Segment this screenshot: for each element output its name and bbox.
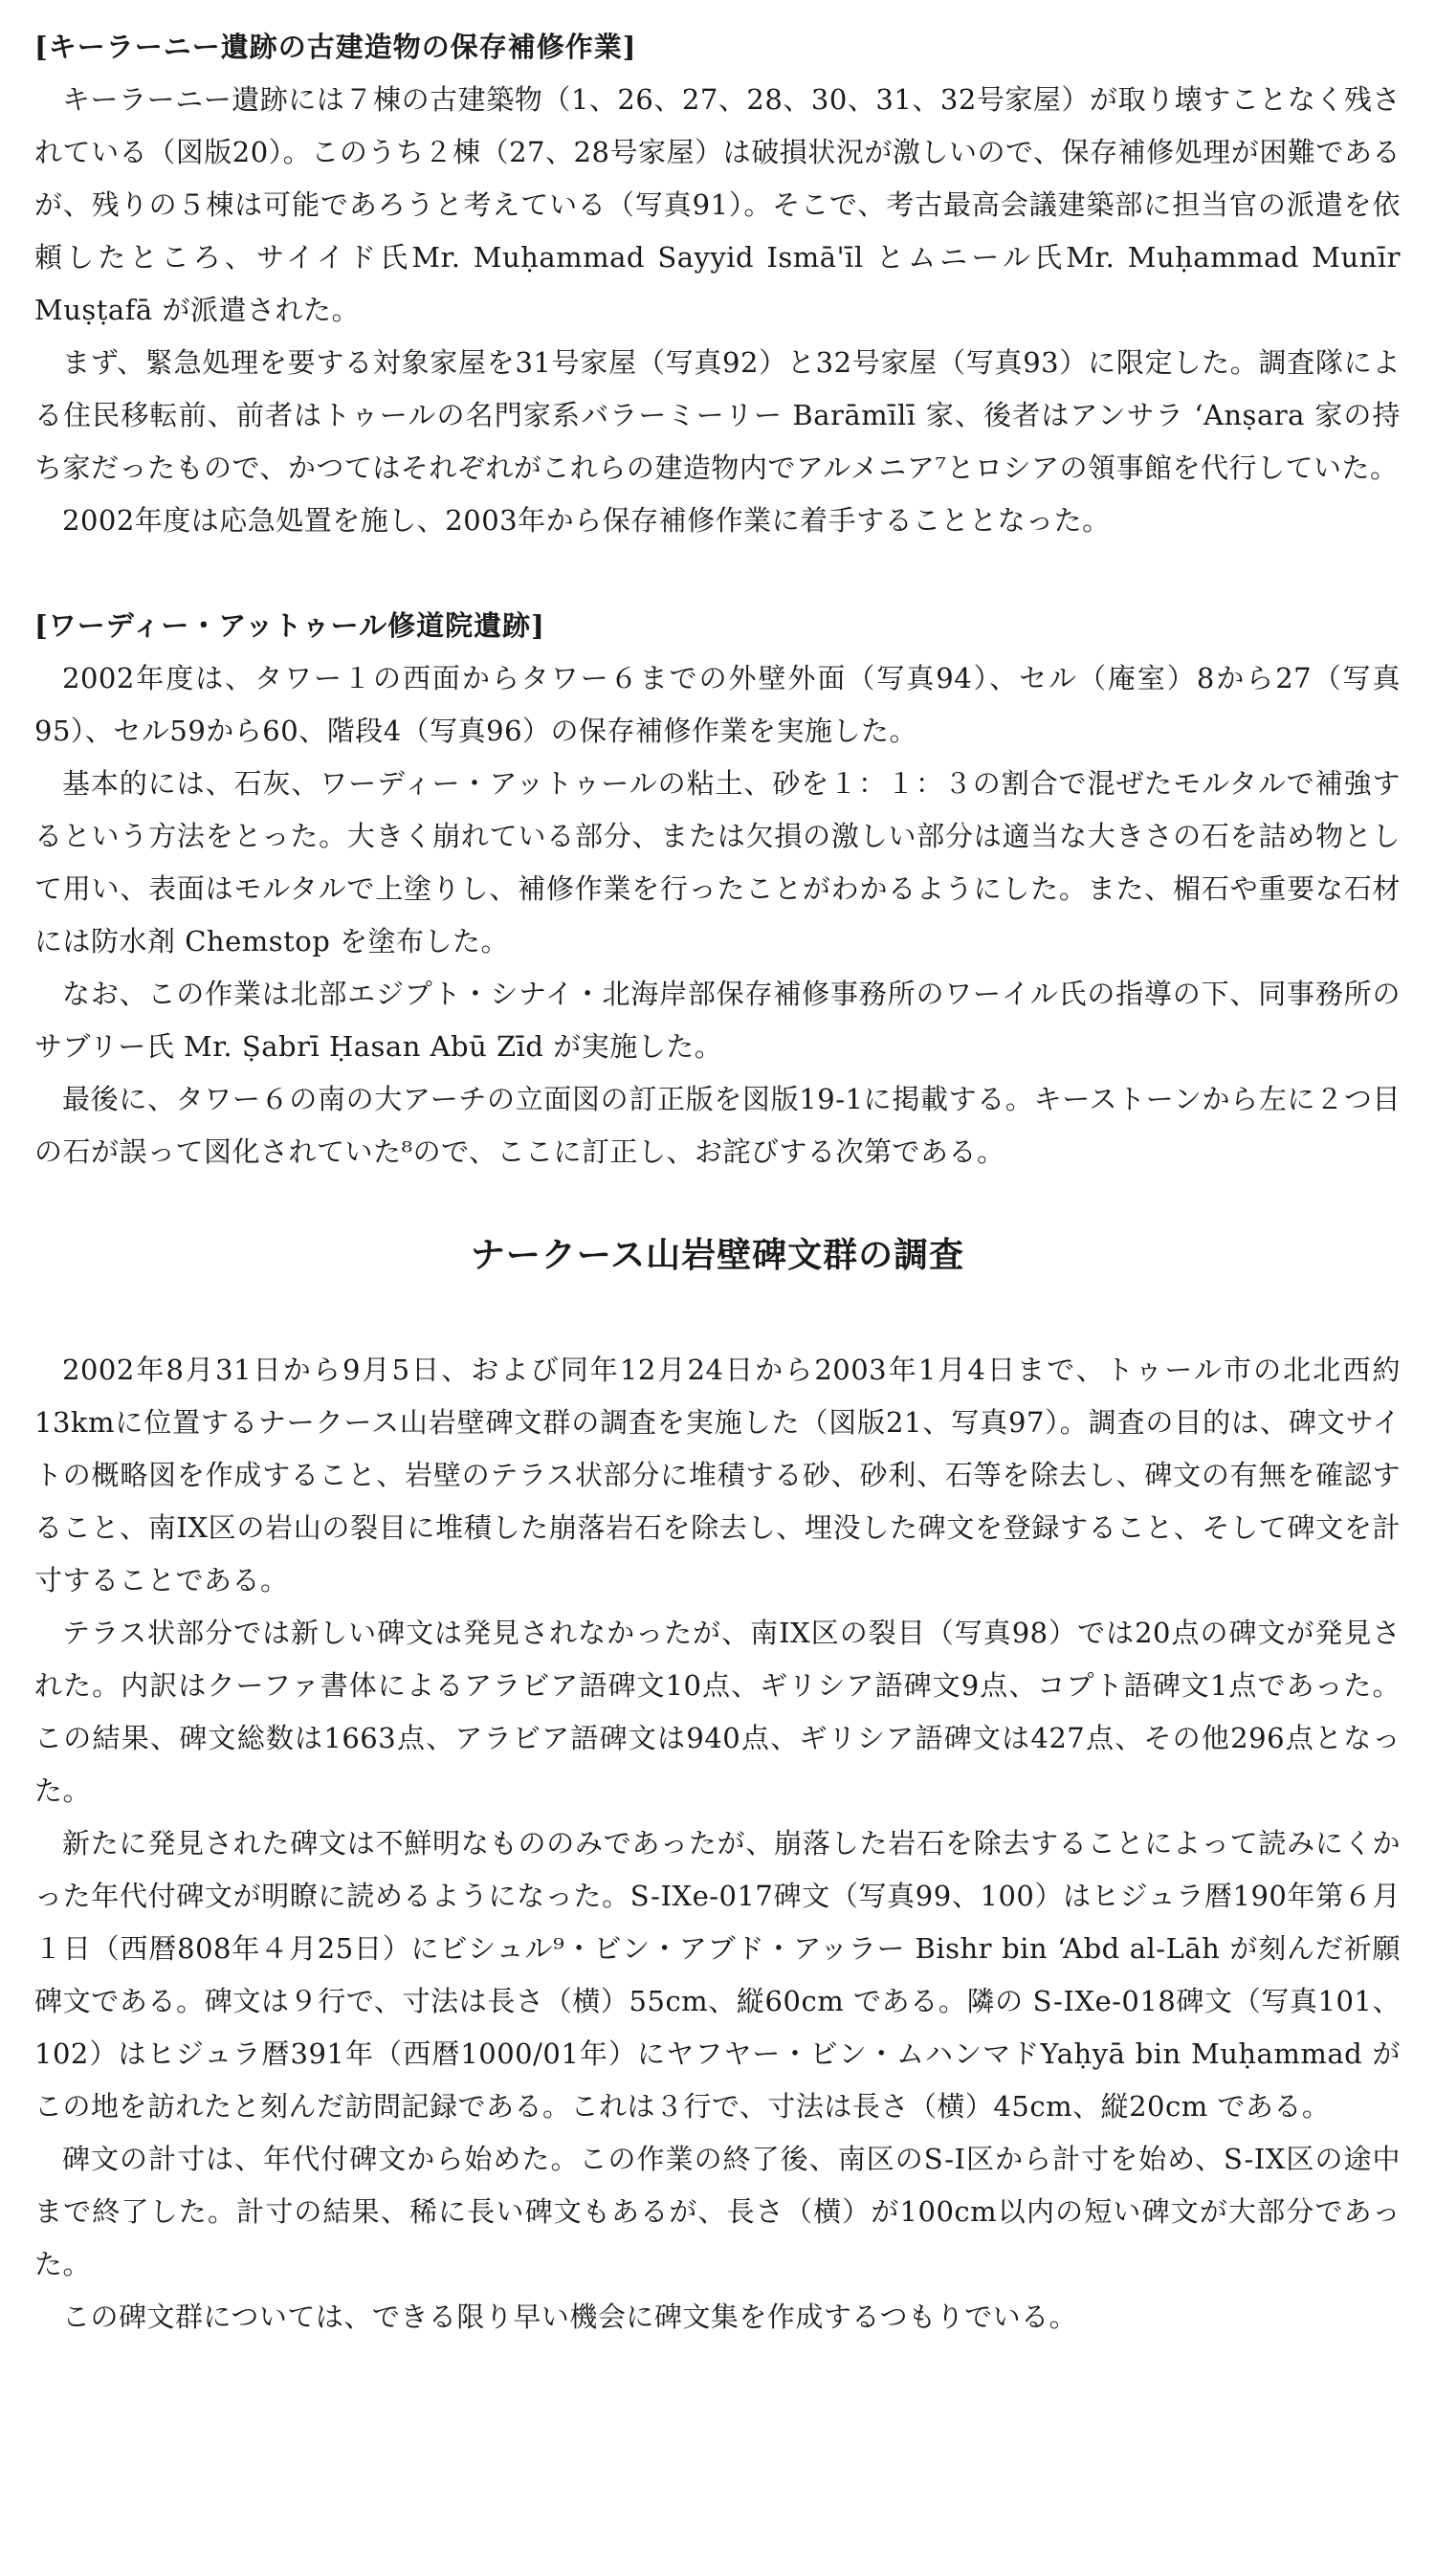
section-heading-wadi-tur: [ワーディー・アットゥール修道院遺跡]	[34, 609, 545, 642]
paragraph: 新たに発見された碑文は不鮮明なもののみであったが、崩落した岩石を除去することによって読みにくかった年代付碑文が明瞭に読めるようになった。S-IXe-017碑文（写真99、100）はヒジュラ暦190年第６月１日（西暦808年４月25日）にビシュル⁹・ビン・アブド・アッラー Bishr bin ʻAbd al-Lāh が刻んだ祈願碑文である。碑文は９行で、寸法は長さ（横）55cm、縦60cm である。隣の S-IXe-018碑文（写真101、102）はヒジュラ暦391年（西暦1000/01年）にヤフヤー・ビン・ムハンマドYaḥyā bin Muḥammad がこの地を訪れたと刻んだ訪問記録である。これは３行で、寸法は長さ（横）45cm、縦20cm である。	[34, 1827, 1401, 2123]
paragraph: 基本的には、石灰、ワーディー・アットゥールの粘土、砂を１：１：３の割合で混ぜたモルタルで補強するという方法をとった。大きく崩れている部分、または欠損の激しい部分は適当な大きさの石を詰め物として用い、表面はモルタルで上塗りし、補修作業を行ったことがわかるようにした。また、楣石や重要な石材には防水剤 Chemstop を塗布した。	[34, 767, 1402, 958]
paragraph: テラス状部分では新しい碑文は発見されなかったが、南IX区の裂目（写真98）では20点の碑文が発見された。内訳はクーファ書体によるアラビア語碑文10点、ギリシア語碑文9点、コプト語碑文1点であった。この結果、碑文総数は1663点、アラビア語碑文は940点、ギリシア語碑文は427点、その他296点となった。	[34, 1617, 1401, 1807]
paragraph: まず、緊急処理を要する対象家屋を31号家屋（写真92）と32号家屋（写真93）に限定した。調査隊による住民移転前、前者はトゥールの名門家系バラーミーリー Barāmīlī 家、後者はアンサラ ʻAnṣara 家の持ち家だったもので、かつてはそれぞれがこれらの建造物内でアルメニア⁷とロシアの領事館を代行していた。	[34, 346, 1401, 484]
section-heading-kilani: [キーラーニー遺跡の古建造物の保存補修作業]	[34, 31, 637, 63]
paragraph: 最後に、タワー６の南の大アーチの立面図の訂正版を図版19-1に掲載する。キーストーンから左に２つ目の石が誤って図化されていた⁸ので、ここに訂正し、お詫びする次第である。	[34, 1083, 1401, 1168]
spacer	[34, 547, 1401, 600]
paragraph: キーラーニー遺跡には７棟の古建築物（1、26、27、28、30、31、32号家屋）が取り壊すことなく残されている（図版20）。このうち２棟（27、28号家屋）は破損状況が激しいので、保存補修処理が困難であるが、残りの５棟は可能であろうと考えている（写真91）。そこで、考古最高会議建築部に担当官の派遣を依頼したところ、サイイド氏Mr. Muḥammad Sayyid Ismā'īl とムニール氏Mr. Muḥammad Munīr Muṣṭafā が派遣された。	[34, 83, 1401, 326]
spacer	[34, 1178, 1401, 1222]
chapter-title: ナークース山岩壁碑文群の調査	[470, 1235, 965, 1275]
paragraph: 2002年8月31日から9月5日、および同年12月24日から2003年1月4日まで、トゥール市の北北西約13kmに位置するナークース山岩壁碑文群の調査を実施した（図版21、写真97）。調査の目的は、碑文サイトの概略図を作成すること、岩壁のテラス状部分に堆積する砂、砂利、石等を除去し、碑文の有無を確認すること、南IX区の岩山の裂目に堆積した崩落岩石を除去し、埋没した碑文を登録すること、そして碑文を計寸することである。	[34, 1354, 1401, 1596]
spacer	[34, 1288, 1401, 1344]
paragraph: 碑文の計寸は、年代付碑文から始めた。この作業の終了後、南区のS-I区から計寸を始め、S-IX区の途中まで終了した。計寸の結果、稀に長い碑文もあるが、長さ（横）が100cm以内の短い碑文が大部分であった。	[34, 2143, 1401, 2280]
paragraph: 2002年度は、タワー１の西面からタワー６までの外壁外面（写真94）、セル（庵室）8から27（写真95）、セル59から60、階段4（写真96）の保存補修作業を実施した。	[34, 662, 1401, 747]
paragraph: この碑文群については、できる限り早い機会に碑文集を作成するつもりでいる。	[62, 2301, 1078, 2333]
paragraph: なお、この作業は北部エジプト・シナイ・北海岸部保存補修事務所のワーイル氏の指導の下、同事務所のサブリー氏 Mr. Ṣabrī Ḥasan Abū Zīd が実施した。	[34, 978, 1401, 1063]
paragraph: 2002年度は応急処置を施し、2003年から保存補修作業に着手することとなった。	[62, 504, 1111, 537]
